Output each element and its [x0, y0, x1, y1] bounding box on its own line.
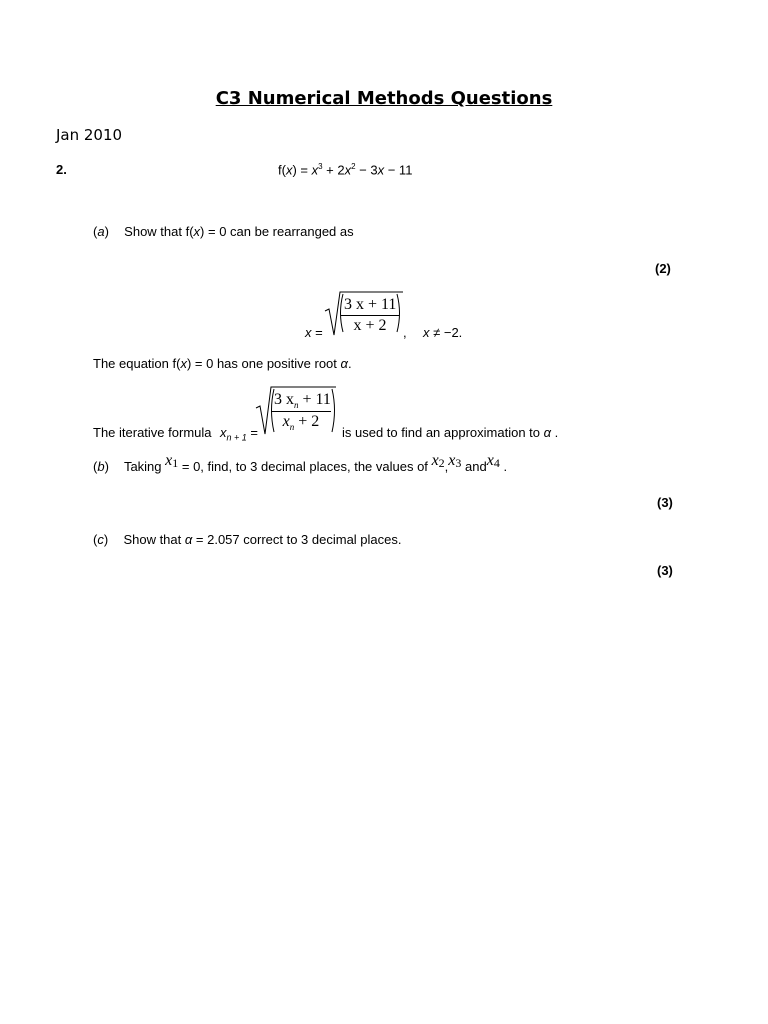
page-title: C3 Numerical Methods Questions — [215, 88, 553, 109]
part-a-marks: (2) — [655, 261, 671, 276]
part-b-prompt: (b) Taking x1 = 0, find, to 3 decimal places, the values of x2,x3 andx4 . — [93, 452, 508, 474]
iterative-usage-text: is used to find an approximation to α . — [342, 425, 559, 440]
iterative-lhs: $x_{n + 1}$ = — [220, 425, 258, 443]
exam-session: Jan 2010 — [56, 126, 123, 144]
part-c-marks: (3) — [657, 563, 673, 578]
part-c-prompt: (c) Show that α = 2.057 correct to 3 decimal places. — [93, 532, 402, 547]
function-definition: $f(x) = x^3 + 2x^2 - 3x - 11$ — [278, 162, 413, 178]
part-a-prompt: (a) Show that f(x) = 0 can be rearranged as — [93, 224, 354, 239]
rearranged-lhs: x = — [305, 325, 323, 340]
iterative-fraction: $\frac{3 x_n + 11}{x_n + 2}$ — [271, 391, 331, 432]
question-number: 2. — [56, 162, 67, 177]
positive-root-statement: The equation f(x) = 0 has one positive root α. — [93, 356, 352, 371]
rearranged-fraction: $\frac{3 x + 11}{x + 2}$ — [341, 296, 399, 335]
part-b-marks: (3) — [657, 495, 673, 510]
rearranged-comma: , — [403, 325, 407, 340]
rearranged-condition: x ≠ −2. — [423, 325, 463, 340]
iterative-formula-intro: The iterative formula — [93, 425, 212, 440]
